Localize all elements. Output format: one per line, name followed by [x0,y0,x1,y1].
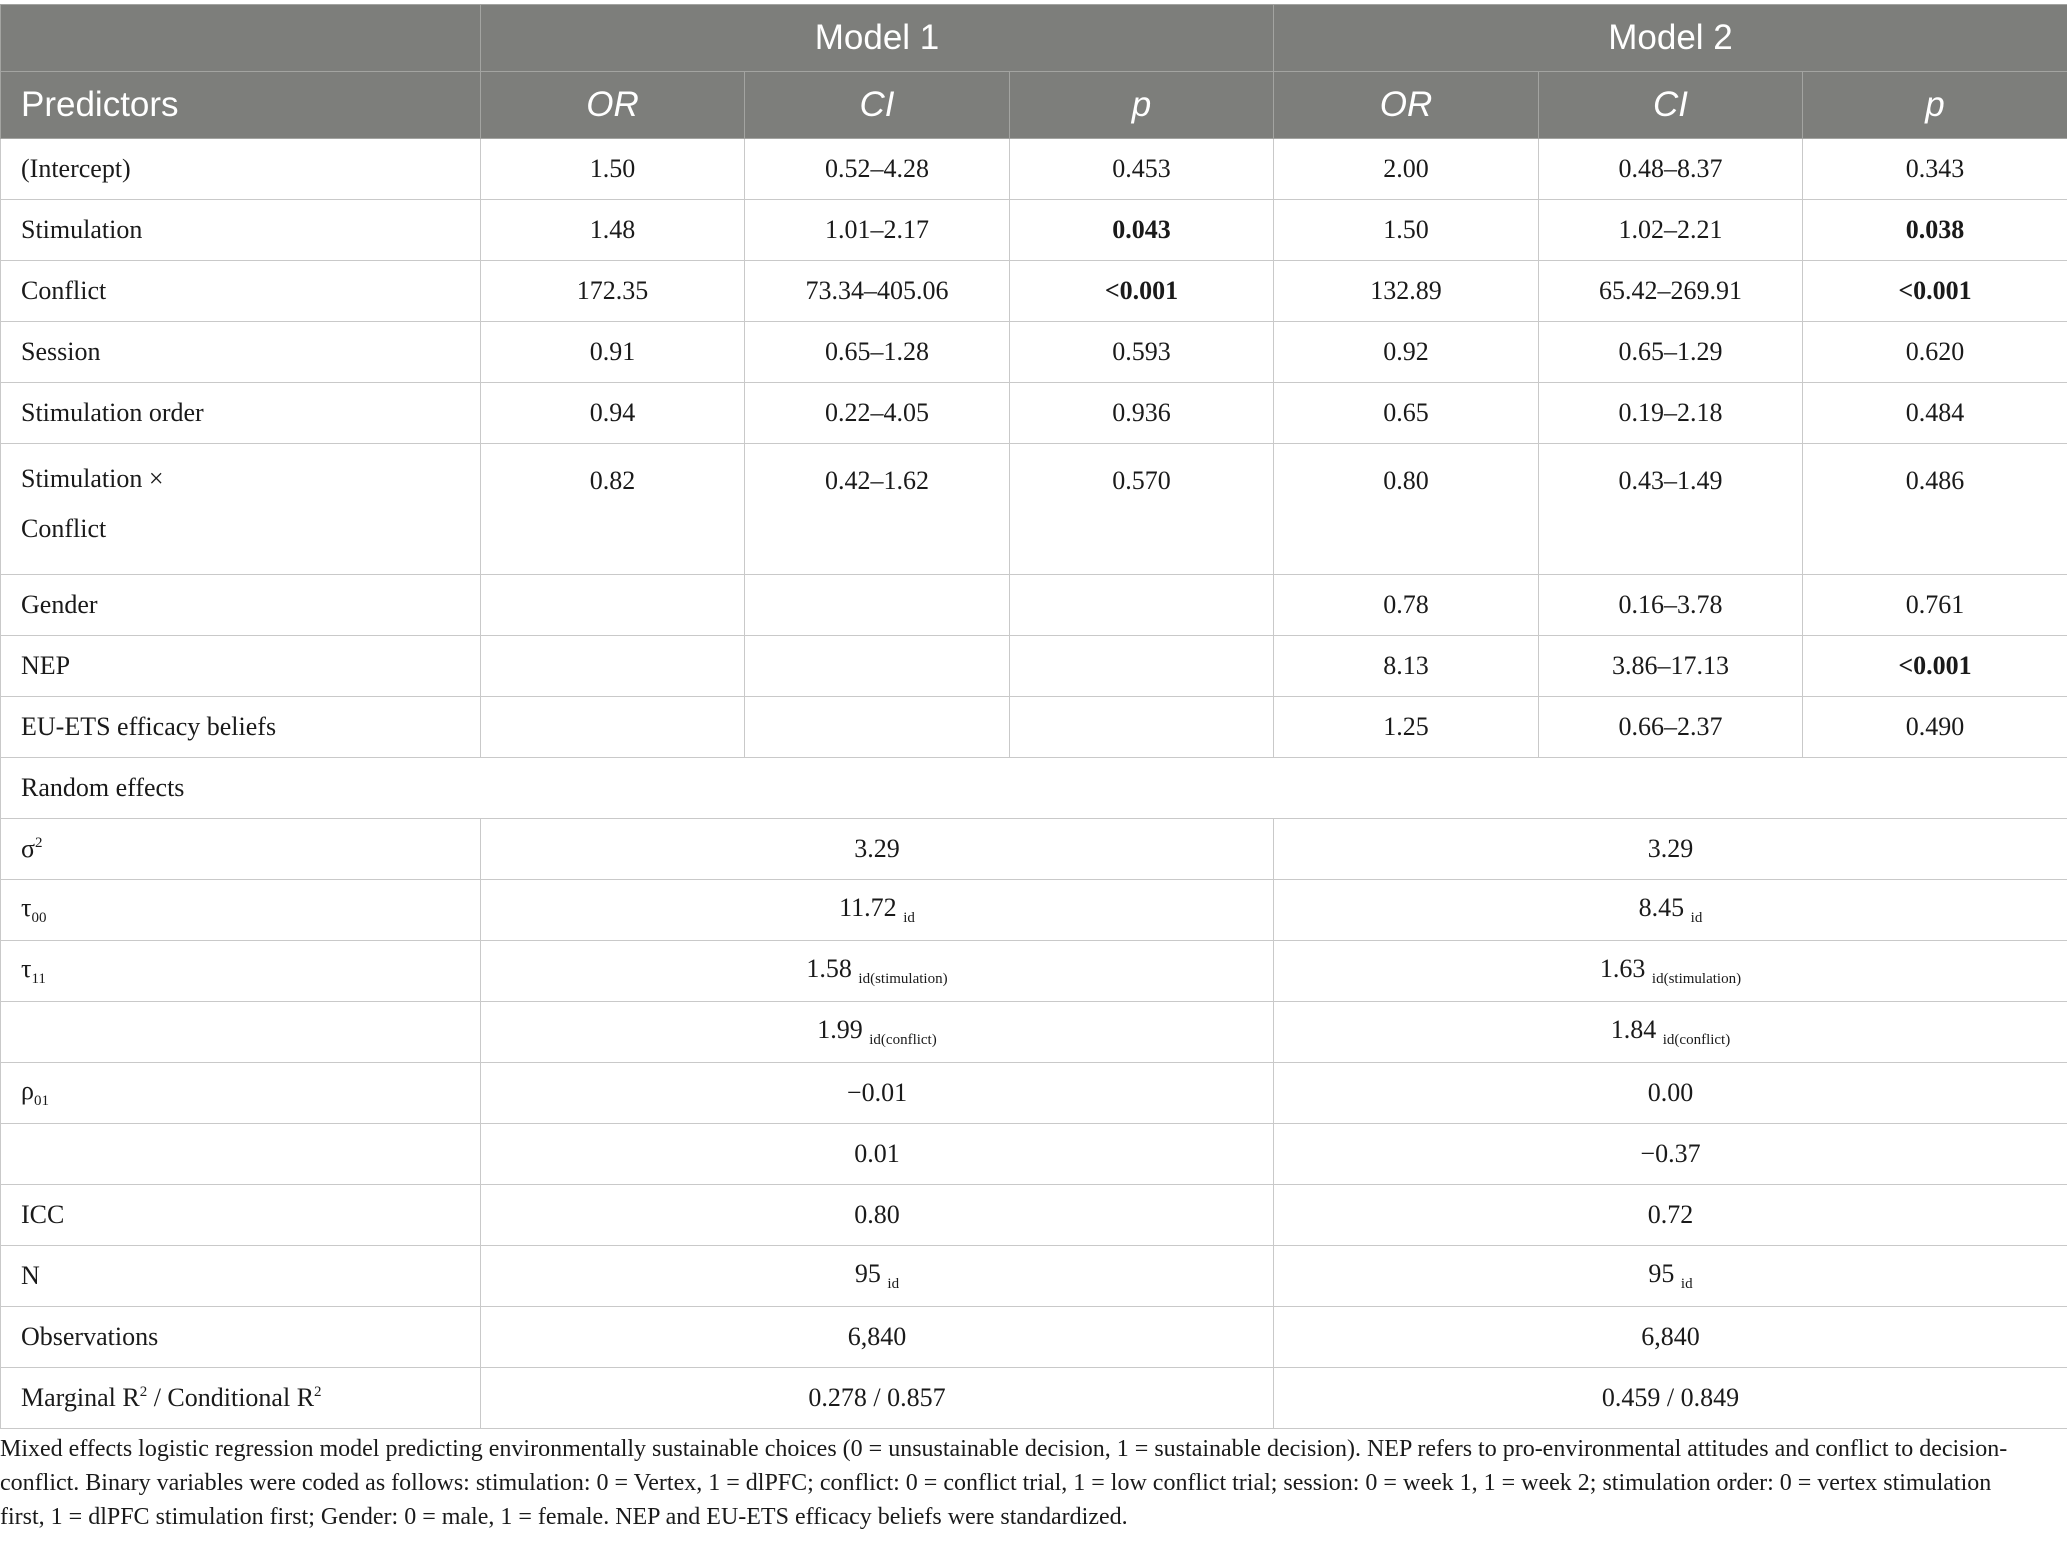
m2-or-cell: 1.25 [1274,697,1539,758]
r2-label-b-exponent: 2 [314,1384,322,1400]
m1-p-cell: 0.593 [1010,322,1274,383]
m1-or-header: OR [481,72,745,139]
blank-label [1,1124,481,1185]
model-header-row [1,5,2067,72]
m2-ci-cell: 0.65–1.29 [1539,322,1803,383]
table-row [1,444,2067,575]
row-label: Stimulation [1,200,481,261]
m2-or-cell: 1.50 [1274,200,1539,261]
m1-or-cell: 1.48 [481,200,745,261]
m1-p-cell [1010,575,1274,636]
m2-tau11-subscript: id(stimulation) [1651,971,1742,987]
observations-label: Observations [1,1307,481,1368]
m1-or-cell: 0.91 [481,322,745,383]
m1-or-cell [481,697,745,758]
n-label: N [1,1246,481,1307]
row-label-line1: Stimulation × [21,464,164,493]
m2-rho01-cell: 0.00 [1274,1063,2067,1124]
row-label: NEP [1,636,481,697]
m1-tau11-cell [481,941,1274,1002]
m2-ci-cell: 3.86–17.13 [1539,636,1803,697]
m1-rho01b-cell: 0.01 [481,1124,1274,1185]
m1-n-value: 95 [854,1259,881,1288]
r2-label-b: / Conditional R [147,1383,315,1412]
row-label: Stimulation order [1,383,481,444]
m2-tau11b-value: 1.84 [1610,1015,1657,1044]
m1-ci-cell: 0.65–1.28 [745,322,1010,383]
tau-symbol: τ [21,893,32,922]
m2-or-cell: 0.92 [1274,322,1539,383]
m2-p-cell: 0.486 [1803,444,2067,575]
tau00-label [1,880,481,941]
m2-p-cell: 0.761 [1803,575,2067,636]
row-label: Gender [1,575,481,636]
m2-ci-cell: 0.43–1.49 [1539,444,1803,575]
table-row [1,1124,2067,1185]
m1-ci-cell: 0.42–1.62 [745,444,1010,575]
m2-or-cell: 132.89 [1274,261,1539,322]
m2-or-cell: 0.80 [1274,444,1539,575]
table-row [1,200,2067,261]
m1-tau00-subscript: id [903,910,915,926]
icc-label: ICC [1,1185,481,1246]
m2-or-header: OR [1274,72,1539,139]
m1-p-header: p [1010,72,1274,139]
table-row [1,1246,2067,1307]
m2-or-cell: 2.00 [1274,139,1539,200]
m2-ci-cell: 0.19–2.18 [1539,383,1803,444]
m2-or-cell: 0.65 [1274,383,1539,444]
r2-label [1,1368,481,1429]
m1-p-cell [1010,636,1274,697]
table-body [1,139,2067,1429]
r2-label-a-exponent: 2 [139,1384,148,1400]
m1-p-cell [1010,697,1274,758]
blank-label [1,1002,481,1063]
row-label: EU-ETS efficacy beliefs [1,697,481,758]
table-row [1,941,2067,1002]
m2-n-value: 95 [1648,1259,1675,1288]
m2-p-cell: 0.620 [1803,322,2067,383]
table-row [1,1185,2067,1246]
row-label: (Intercept) [1,139,481,200]
table-row [1,1063,2067,1124]
m2-tau11-cell [1274,941,2067,1002]
m1-p-cell: 0.453 [1010,139,1274,200]
m2-or-cell: 8.13 [1274,636,1539,697]
m1-tau00-value: 11.72 [839,893,897,922]
r2-label-a: Marginal R [21,1383,140,1412]
m2-ci-cell: 1.02–2.21 [1539,200,1803,261]
table-row [1,1002,2067,1063]
m2-or-cell: 0.78 [1274,575,1539,636]
tau11-label [1,941,481,1002]
m1-ci-cell: 0.52–4.28 [745,139,1010,200]
m2-icc-cell: 0.72 [1274,1185,2067,1246]
table-row [1,261,2067,322]
predictors-header: Predictors [1,72,481,139]
row-label-line2: Conflict [21,514,107,543]
m2-p-cell: 0.484 [1803,383,2067,444]
m1-icc-cell: 0.80 [481,1185,1274,1246]
table-row [1,636,2067,697]
m1-ci-cell: 73.34–405.06 [745,261,1010,322]
m2-sigma2-cell: 3.29 [1274,819,2067,880]
m1-observations-cell: 6,840 [481,1307,1274,1368]
m2-tau11b-subscript: id(conflict) [1662,1032,1731,1048]
m1-tau00-cell [481,880,1274,941]
m2-tau11-value: 1.63 [1599,954,1646,983]
m2-observations-cell: 6,840 [1274,1307,2067,1368]
m2-p-cell: 0.490 [1803,697,2067,758]
table-row [1,322,2067,383]
rho-subscript: 01 [33,1093,49,1109]
row-label: Session [1,322,481,383]
m1-p-cell: 0.043 [1010,200,1274,261]
m1-ci-cell: 1.01–2.17 [745,200,1010,261]
table-row [1,697,2067,758]
m2-p-cell: 0.343 [1803,139,2067,200]
table-row [1,575,2067,636]
tau-subscript: 11 [31,971,46,987]
random-effects-label: Random effects [1,758,2067,819]
rho01-label [1,1063,481,1124]
m1-ci-cell: 0.22–4.05 [745,383,1010,444]
m1-or-cell: 0.94 [481,383,745,444]
m1-or-cell: 172.35 [481,261,745,322]
random-effects-section-row [1,758,2067,819]
table-row [1,880,2067,941]
table-footnote: Mixed effects logistic regression model predicting environmentally sustainable choices (0 = unsustainable decision, 1 = sustainable decision). NEP refers to pro-environmental attitudes and conflict to decision-conflict. Binary variables were coded as follows: stimulation: 0 = Vertex, 1 = dlPFC; conflict: 0 = conflict trial, 1 = low conflict trial; session: 0 = week 1, 1 = week 2; stimulation order: 0 = vertex stimulation first, 1 = dlPFC stimulation first; Gender: 0 = male, 1 = female. NEP and EU-ETS efficacy beliefs were standardized. [0,1436,2008,1530]
m2-ci-cell: 0.48–8.37 [1539,139,1803,200]
m2-n-cell [1274,1246,2067,1307]
m2-tau00-subscript: id [1690,910,1703,926]
m1-ci-header: CI [745,72,1010,139]
row-label [1,444,481,575]
m1-or-cell [481,575,745,636]
m1-p-cell: 0.936 [1010,383,1274,444]
header-blank [1,5,481,72]
m2-rho01b-cell: −0.37 [1274,1124,2067,1185]
m1-tau11b-cell [481,1002,1274,1063]
tau-symbol: τ [21,954,32,983]
m1-or-cell: 0.82 [481,444,745,575]
table-row [1,139,2067,200]
m2-ci-cell: 65.42–269.91 [1539,261,1803,322]
m1-or-cell [481,636,745,697]
sigma-symbol: σ [21,834,36,863]
table-row [1,1307,2067,1368]
m1-r2-cell: 0.278 / 0.857 [481,1368,1274,1429]
model1-header: Model 1 [481,5,1274,72]
column-header-row [1,72,2067,139]
table-header [1,5,2067,139]
m2-p-cell: 0.038 [1803,200,2067,261]
m1-tau11-value: 1.58 [806,954,852,983]
m1-tau11b-value: 1.99 [817,1015,863,1044]
m1-n-cell [481,1246,1274,1307]
m1-p-cell: <0.001 [1010,261,1274,322]
m2-p-header: p [1803,72,2067,139]
rho-symbol: ρ [21,1076,34,1105]
m2-p-cell: <0.001 [1803,636,2067,697]
table-row [1,819,2067,880]
m2-tau11b-cell [1274,1002,2067,1063]
sigma2-label [1,819,481,880]
m1-tau11-subscript: id(stimulation) [858,971,948,987]
m1-ci-cell [745,697,1010,758]
m1-sigma2-cell: 3.29 [481,819,1274,880]
m1-ci-cell [745,575,1010,636]
tau-subscript: 00 [31,910,47,926]
m1-rho01-cell: −0.01 [481,1063,1274,1124]
m2-ci-cell: 0.16–3.78 [1539,575,1803,636]
m2-n-subscript: id [1680,1276,1693,1292]
m2-ci-header: CI [1539,72,1803,139]
m1-n-subscript: id [887,1276,900,1292]
m1-tau11b-subscript: id(conflict) [869,1032,937,1048]
m2-ci-cell: 0.66–2.37 [1539,697,1803,758]
m1-or-cell: 1.50 [481,139,745,200]
regression-table [0,4,2067,1429]
m2-tau00-cell [1274,880,2067,941]
sigma-exponent: 2 [35,835,43,851]
m2-p-cell: <0.001 [1803,261,2067,322]
m1-ci-cell [745,636,1010,697]
row-label: Conflict [1,261,481,322]
m2-tau00-value: 8.45 [1638,893,1685,922]
table-row [1,383,2067,444]
model2-header: Model 2 [1274,5,2067,72]
m1-p-cell: 0.570 [1010,444,1274,575]
table-row [1,1368,2067,1429]
m2-r2-cell: 0.459 / 0.849 [1274,1368,2067,1429]
